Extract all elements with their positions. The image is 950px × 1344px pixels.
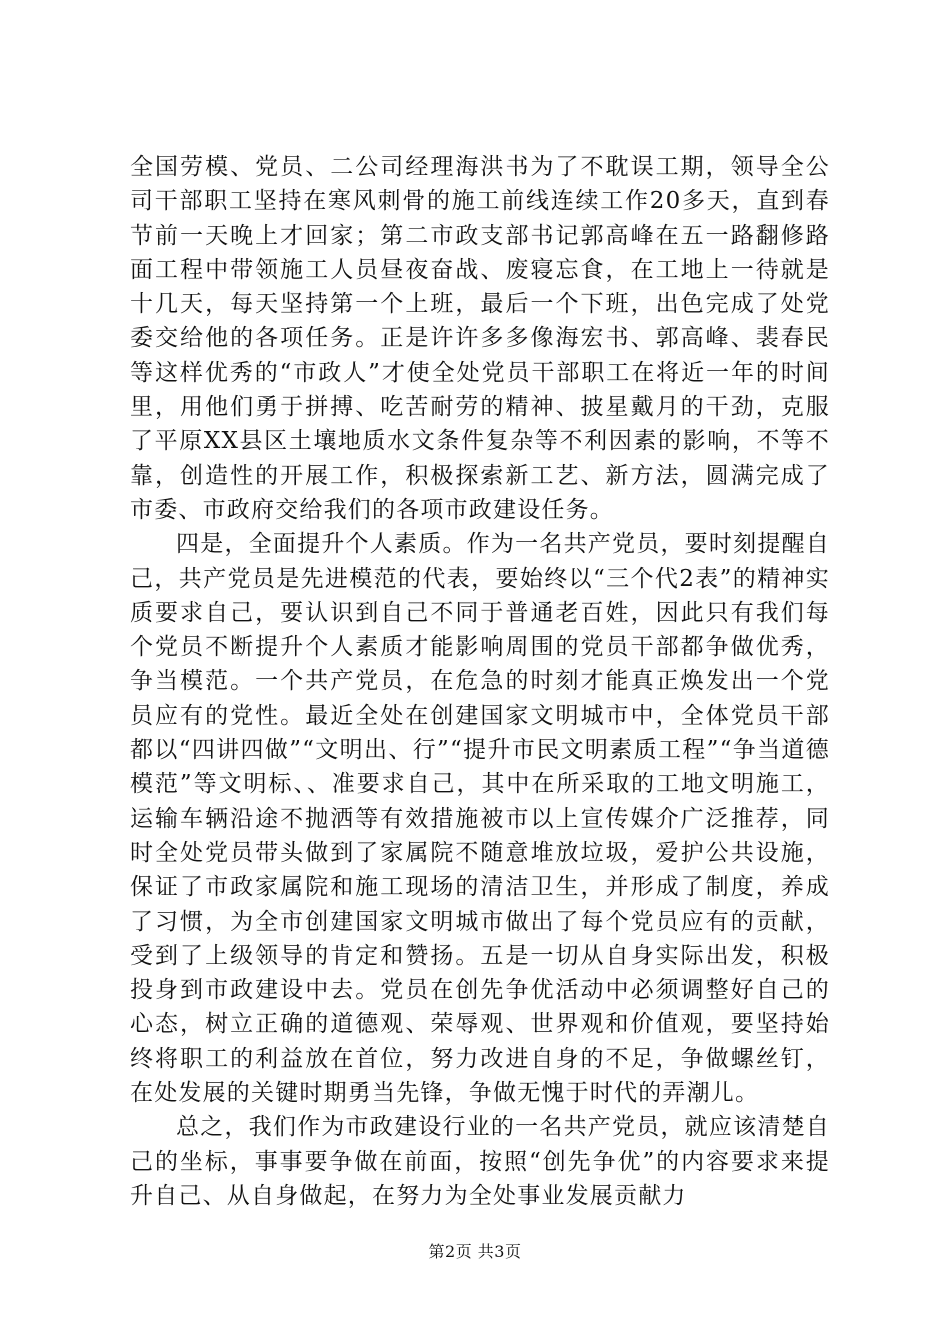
paragraph-3: 总之，我们作为市政建设行业的一名共产党员，就应该清楚自己的坐标，事事要争做在前面，按照“创先争优”的内容要求来提升自己、从自身做起，在努力为全处事业发展贡献力 — [130, 1114, 830, 1209]
paragraph-1: 全国劳模、党员、二公司经理海洪书为了不耽误工期，领导全公司干部职工坚持在寒风刺骨的施工前线连续工作20多天，直到春节前一天晚上才回家；第二市政支部书记郭高峰在五一路翻修路面工程中带领施工人员昼夜奋战、废寝忘食，在工地上一待就是十几天，每天坚持第一个上班，最后一个下班，出色完成了处党委交给他的各项任务。正是许许多多像海宏书、郭高峰、裴春民等这样优秀的“市政人”才使全处党员干部职工在将近一年的时间里，用他们勇于拼搏、吃苦耐劳的精神、披星戴月的干劲，克服了平原XX县区土壤地质水文条件复杂等不利因素的影响，不等不靠，创造性的开展工作，积极探索新工艺、新方法，圆满完成了市委、市政府交给我们的各项市政建设任务。 — [130, 154, 830, 523]
document-body — [130, 150, 830, 1213]
paragraph-2: 四是，全面提升个人素质。作为一名共产党员，要时刻提醒自己，共产党员是先进模范的代表，要始终以“三个代2表”的精神实质要求自己，要认识到自己不同于普通老百姓，因此只有我们每个党员不断提升个人素质才能影响周围的党员干部都争做优秀，争当模范。一个共产党员，在危急的时刻才能真正焕发出一个党员应有的党性。最近全处在创建国家文明城市中，全体党员干部都以“四讲四做”“文明出、行”“提升市民文明素质工程”“争当道德模范”等文明标、、准要求自己，其中在所采取的工地文明施工，运输车辆沿途不抛洒等有效措施被市以上宣传媒介广泛推荐，同时全处党员带头做到了家属院不随意堆放垃圾，爱护公共设施，保证了市政家属院和施工现场的清洁卫生，并形成了制度，养成了习惯，为全市创建国家文明城市做出了每个党员应有的贡献，受到了上级领导的肯定和赞扬。五是一切从自身实际出发，积极投身到市政建设中去。党员在创先争优活动中必须调整好自己的心态，树立正确的道德观、荣辱观、世界观和价值观，要坚持始终将职工的利益放在首位，努力改进自身的不足，争做螺丝钉，在处发展的关键时期勇当先锋，争做无愧于时代的弄潮儿。 — [130, 531, 830, 1107]
page-number-footer: 第2页 共3页 — [428, 1242, 522, 1261]
